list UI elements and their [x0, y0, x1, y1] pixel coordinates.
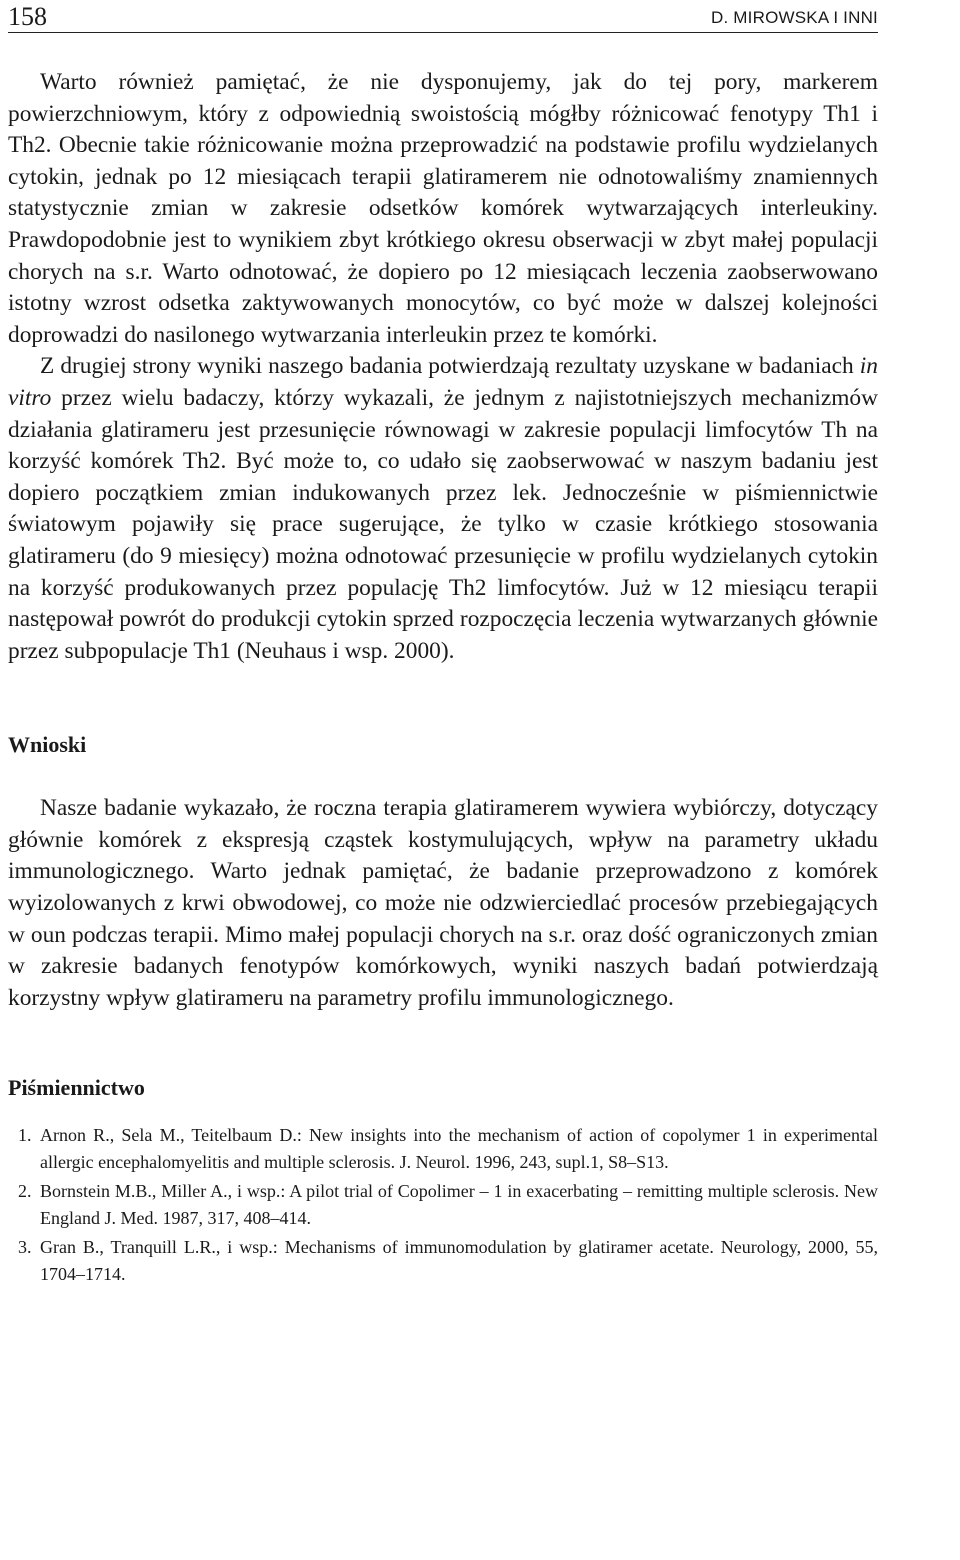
references-heading: Piśmiennictwo: [8, 1075, 145, 1101]
reference-item: [8, 1178, 878, 1232]
paragraph-text: Z drugiej strony wyniki naszego badania potwierdzają rezultaty uzyskane w badaniach: [40, 353, 860, 380]
conclusions-paragraph: Nasze badanie wykazało, że roczna terapia glatiramerem wywiera wybiórczy, dotyczący głównie komórek z ekspresją cząstek kostymulujących, wpływ na parametry układu immunologicznego. Warto jednak pamiętać, że badanie przeprowadzono z komórek wyizolowanych z krwi obwodowej, co może nie odzwierciedlać procesów przebiegających w oun podczas terapii. Mimo małej populacji chorych na s.r. oraz dość ograniczonych zmian w zakresie badanych fenotypów komórkowych, wyniki naszych badań potwierdzają korzystny wpływ glatirameru na parametry profilu immunologicznego.: [8, 795, 878, 1011]
discussion-section: [8, 67, 878, 667]
reference-text: Gran B., Tranquill L.R., i wsp.: Mechanisms of immunomodulation by glatiramer acetate. Neurology, 2000, 55, 1704–1714.: [40, 1237, 878, 1285]
reference-list: [8, 1122, 878, 1288]
reference-text: Arnon R., Sela M., Teitelbaum D.: New insights into the mechanism of action of copolymer 1 in experimental allergic encephalomyelitis and multiple sclerosis. J. Neurol. 1996, 243, supl.1, S8–S13.: [40, 1125, 878, 1173]
body-paragraph: Warto również pamiętać, że nie dysponujemy, jak do tej pory, markerem powierzchniowym, który z odpowiednią swoistością mógłby różnicować fenotypy Th1 i Th2. Obecnie takie różnicowanie można przeprowadzić na podstawie profilu wydzielanych cytokin, jednak po 12 miesiącach terapii glatiramerem nie odnotowaliśmy znamiennych statystycznie zmian w zakresie odsetków komórek wytwarzających interleukiny. Prawdopodobnie jest to wynikiem zbyt krótkiego okresu obserwacji w zbyt małej populacji chorych na s.r. Warto odnotować, że dopiero po 12 miesiącach leczenia zaobserwowano istotny wzrost odsetka zaktywowanych monocytów, co być może w dalszej kolejności doprowadzi do nasilonego wytwarzania interleukin przez te komórki.: [8, 69, 878, 348]
reference-number: 3.: [18, 1237, 32, 1258]
body-paragraph: [8, 351, 878, 667]
running-head: [8, 2, 878, 33]
journal-page: [8, 0, 878, 1290]
conclusions-heading: Wnioski: [8, 732, 87, 758]
reference-number: 2.: [18, 1181, 32, 1202]
reference-text: Bornstein M.B., Miller A., i wsp.: A pilot trial of Copolimer – 1 in exacerbating – remitting multiple sclerosis. New England J. Med. 1987, 317, 408–414.: [40, 1181, 878, 1229]
paragraph-text: przez wielu badaczy, którzy wykazali, że jednym z najistotniejszych mechanizmów działania glatirameru jest przesunięcie równowagi w zakresie populacji limfocytów Th na korzyść komórek Th2. Być może to, co udało się zaobserwować w naszym badaniu jest dopiero początkiem zmian indukowanych przez lek. Jednocześnie w piśmiennictwie światowym pojawiły się prace sugerujące, że tylko w czasie krótkiego stosowania glatirameru (do 9 miesięcy) można odnotować przesunięcie w profilu wydzielanych cytokin na korzyść produkowanych przez populację Th2 limfocytów. Już w 12 miesiącu terapii następował powrót do produkcji cytokin sprzed rozpoczęcia leczenia wytwarzanych głównie przez subpopulacje Th1 (Neuhaus i wsp. 2000).: [8, 384, 878, 664]
running-head-authors: D. MIROWSKA I INNI: [710, 8, 878, 27]
reference-number: 1.: [18, 1125, 32, 1146]
reference-item: [8, 1122, 878, 1176]
italic-term: in vitro: [8, 353, 878, 411]
page-number: 158: [8, 2, 47, 31]
reference-item: [8, 1234, 878, 1288]
